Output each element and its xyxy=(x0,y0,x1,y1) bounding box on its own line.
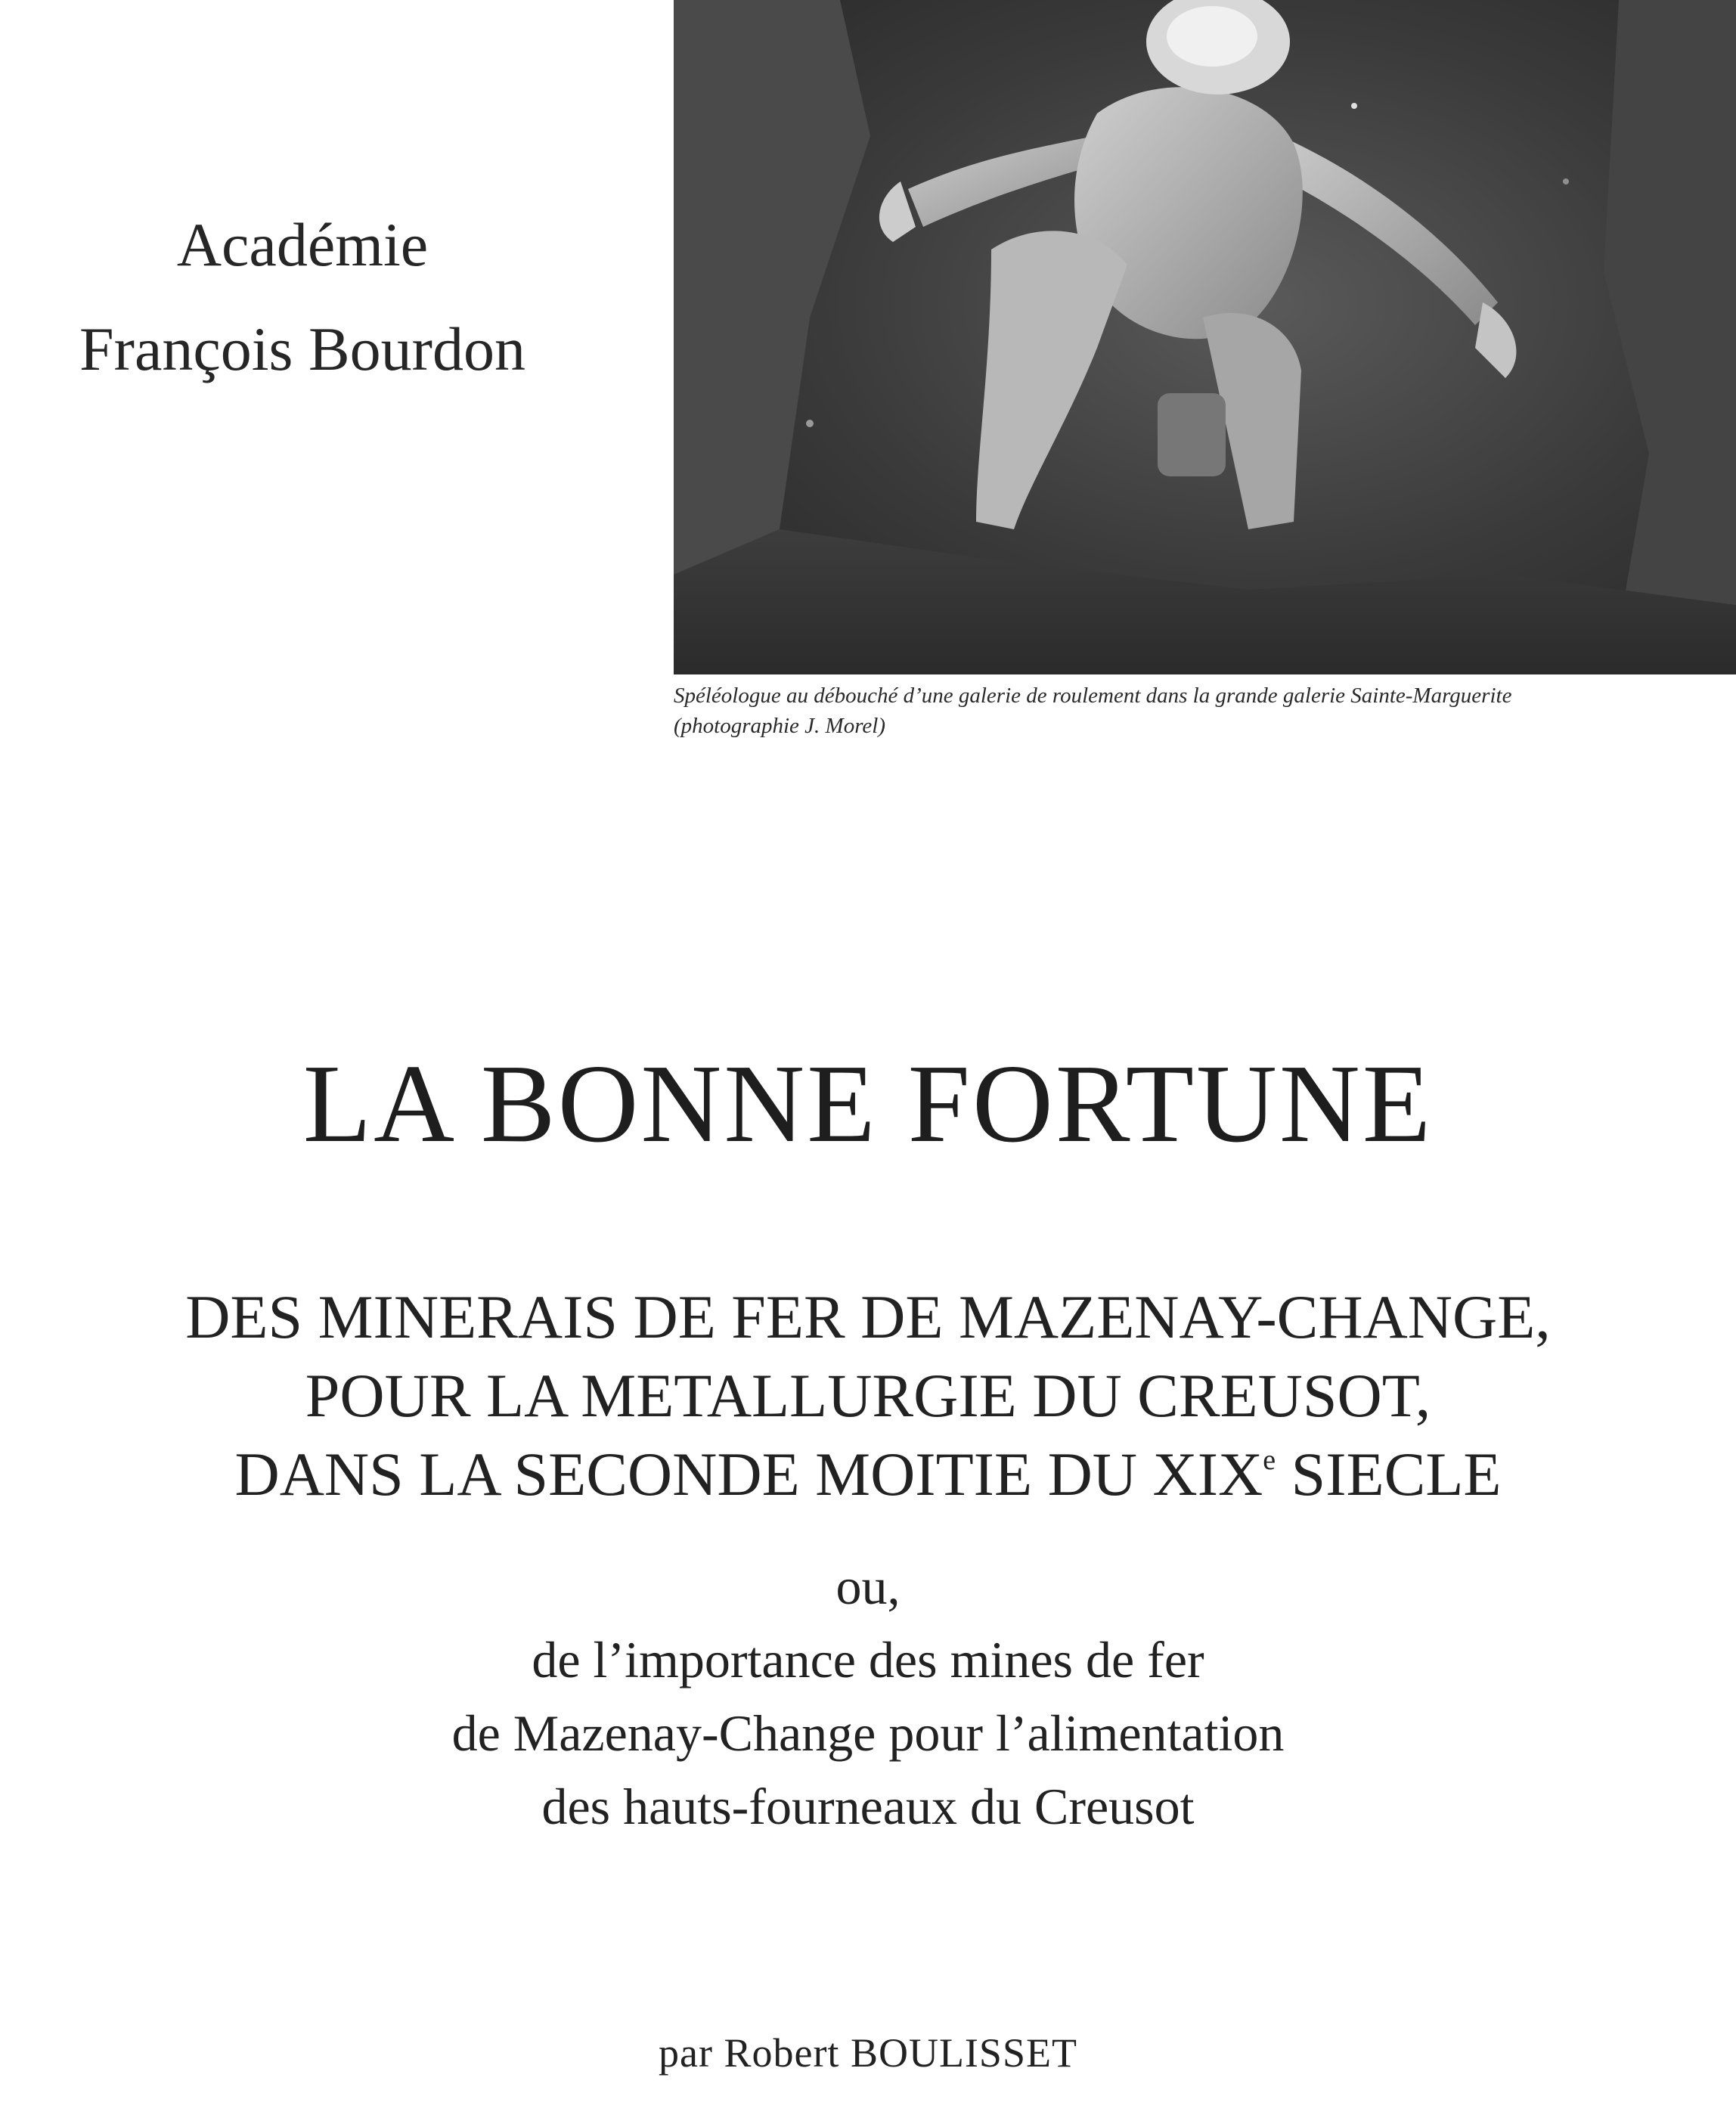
photo-caption-line-1: Spéléologue au débouché d’une galerie de roulement dans la grande galerie Sainte-Marguerite xyxy=(674,684,1512,708)
subtitle-line-3 xyxy=(0,1435,1736,1514)
alternate-title-line-2: de l’importance des mines de fer xyxy=(532,1631,1204,1688)
subtitle-line-2: POUR LA METALLURGIE DU CREUSOT, xyxy=(305,1361,1431,1430)
caver-photograph xyxy=(674,0,1736,674)
subtitle-line-1: DES MINERAIS DE FER DE MAZENAY-CHANGE, xyxy=(185,1282,1551,1351)
subtitle-line-3-suffix: SIECLE xyxy=(1276,1440,1502,1509)
photo-caption-line-2: (photographie J. Morel) xyxy=(674,714,886,738)
author-prefix: par xyxy=(659,2030,724,2076)
alternate-title-line-4: des hauts-fourneaux du Creusot xyxy=(541,1778,1195,1835)
publisher-line-1: Académie xyxy=(176,210,429,279)
author-name: Robert BOULISSET xyxy=(724,2030,1077,2076)
author-credit xyxy=(0,2026,1736,2079)
book-subtitle xyxy=(0,1278,1736,1514)
alternate-title xyxy=(0,1550,1736,1843)
book-title: LA BONNE FORTUNE xyxy=(302,1042,1434,1166)
photo-caption xyxy=(674,681,1732,741)
subtitle-line-3-prefix: DANS LA SECONDE MOITIE DU XIX xyxy=(234,1440,1263,1509)
publisher-line-2: François Bourdon xyxy=(79,315,525,383)
century-superscript: e xyxy=(1263,1444,1276,1476)
alternate-title-line-3: de Mazenay-Change pour l’alimentation xyxy=(451,1704,1285,1762)
alternate-title-line-1: ou, xyxy=(835,1558,901,1615)
publisher-name xyxy=(0,193,605,402)
